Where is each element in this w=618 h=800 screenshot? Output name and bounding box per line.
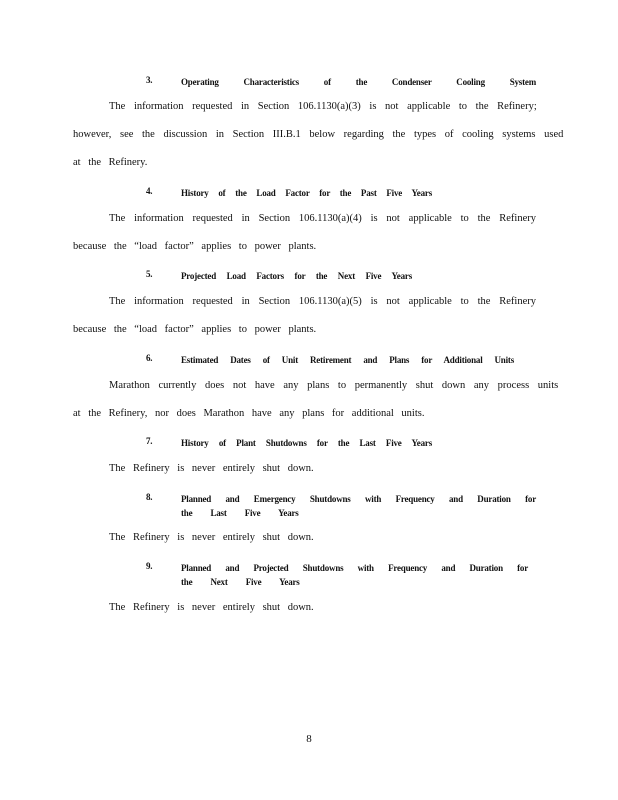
section-title-line: the Last Five Years	[181, 508, 299, 518]
section-number: 5.	[146, 269, 153, 279]
paragraph-line: The information requested in Section 106.1130(a)(3) is not applicable to the Refinery;	[109, 101, 537, 112]
section-title: Estimated Dates of Unit Retirement and Plans for Additional Units	[181, 355, 514, 365]
paragraph-line: Marathon currently does not have any plans to permanently shut down any process units	[109, 380, 559, 391]
paragraph-line: The Refinery is never entirely shut down.	[109, 463, 314, 474]
section-title: History of Plant Shutdowns for the Last Five Years	[181, 438, 432, 448]
paragraph-line: at the Refinery.	[73, 157, 148, 168]
paragraph-line: however, see the discussion in Section III.B.1 below regarding the types of cooling systems used	[73, 129, 564, 140]
section-paragraph-7	[73, 455, 536, 483]
section-title	[181, 492, 536, 520]
section-title-line: Planned and Emergency Shutdowns with Frequency and Duration for	[181, 494, 536, 504]
section-title: Operating Characteristics of the Condenser Cooling System	[181, 77, 536, 87]
section-paragraph-5	[73, 288, 536, 344]
section-title-line: Planned and Projected Shutdowns with Frequency and Duration for	[181, 563, 528, 573]
section-title: History of the Load Factor for the Past Five Years	[181, 188, 432, 198]
section-number: 8.	[146, 492, 153, 502]
paragraph-line: The information requested in Section 106.1130(a)(4) is not applicable to the Refinery	[109, 213, 536, 224]
paragraph-line: The Refinery is never entirely shut down.	[109, 532, 314, 543]
section-paragraph-9	[73, 594, 536, 622]
section-title	[181, 561, 528, 589]
section-paragraph-8	[73, 524, 536, 552]
section-number: 6.	[146, 353, 153, 363]
page-number: 8	[306, 733, 312, 745]
section-title-line: the Next Five Years	[181, 577, 300, 587]
paragraph-line: The Refinery is never entirely shut down.	[109, 602, 314, 613]
section-number: 4.	[146, 186, 153, 196]
section-number: 9.	[146, 561, 153, 571]
section-title: Projected Load Factors for the Next Five Years	[181, 271, 412, 281]
paragraph-line: because the “load factor” applies to power plants.	[73, 324, 317, 335]
section-number: 7.	[146, 436, 153, 446]
section-paragraph-4	[73, 205, 536, 261]
paragraph-line: The information requested in Section 106.1130(a)(5) is not applicable to the Refinery	[109, 296, 536, 307]
section-paragraph-6	[73, 372, 559, 428]
section-paragraph-3	[73, 93, 564, 177]
paragraph-line: at the Refinery, nor does Marathon have any plans for additional units.	[73, 408, 425, 419]
paragraph-line: because the “load factor” applies to power plants.	[73, 241, 317, 252]
section-number: 3.	[146, 75, 153, 85]
